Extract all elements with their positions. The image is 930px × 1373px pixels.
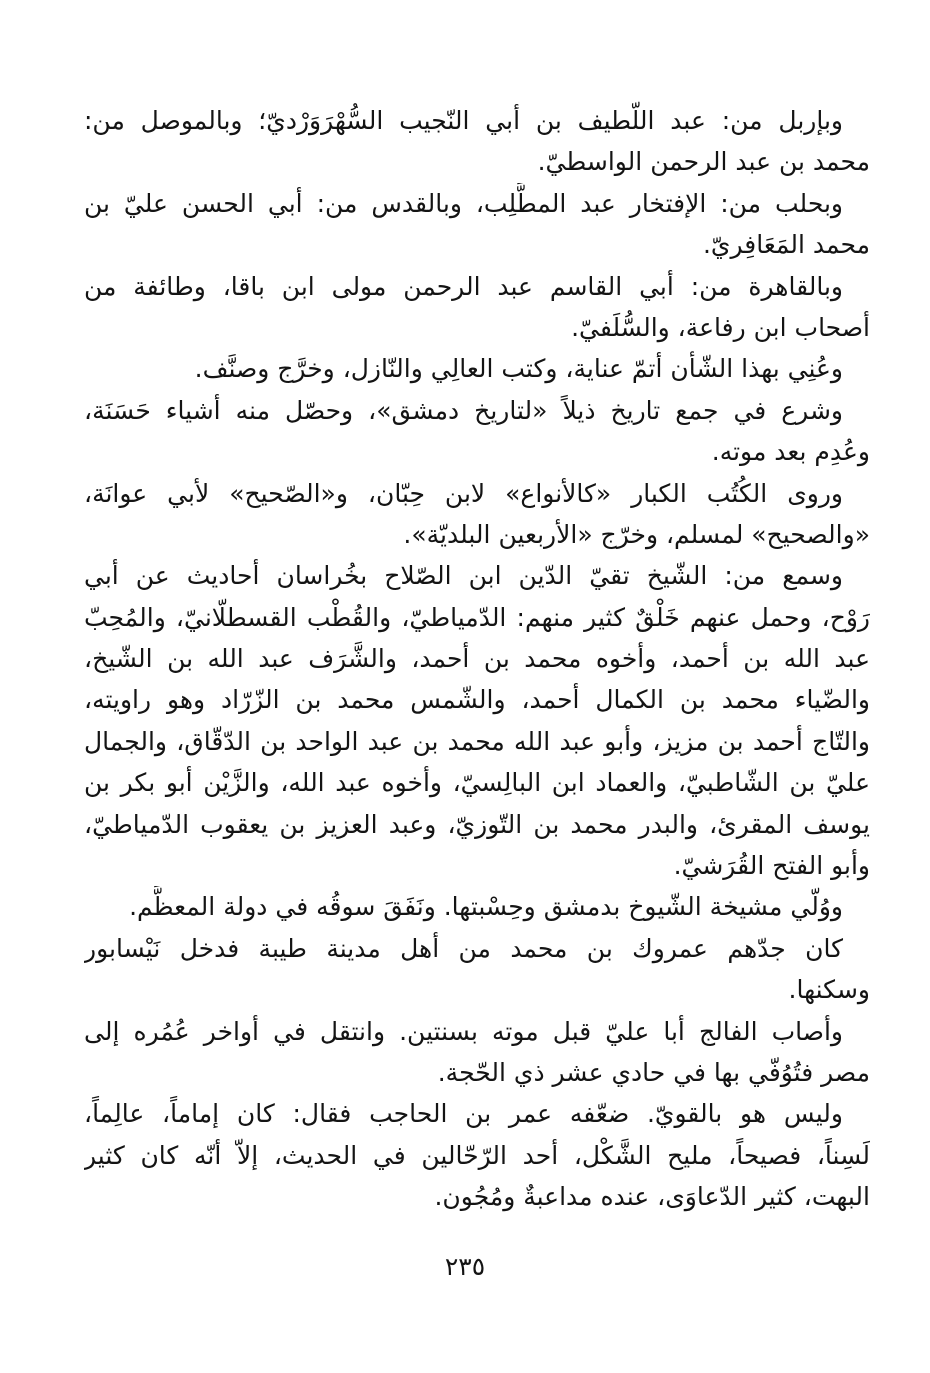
text-line: رَوْح، وحمل عنهم خَلْقٌ كثير منهم: الدّمياطيّ، والقُطْب القسطلّانيّ، والمُحِبّ (84, 602, 870, 632)
text-line: وبحلب من: الإفتخار عبد المطَّلِب، وبالقدس من: أبي الحسن عليّ بن (84, 188, 843, 218)
text-line: عبد الله بن أحمد، وأخوه محمد بن أحمد، والشَّرَف عبد الله بن الشّيخ، (84, 644, 870, 674)
text-line: وعُدِم بعد موته. (711, 437, 870, 467)
text-line: لَسِناً، فصيحاً، مليح الشَّكْل، أحد الرّحّالين في الحديث، إلاّ أنّه كان كثير (84, 1140, 870, 1170)
text-line: والضّياء محمد بن الكمال أحمد، والشّمس محمد بن الزّرّاد وهو راويته، (84, 685, 870, 715)
text-block (84, 100, 870, 1218)
text-line: أصحاب ابن رفاعة، والسُّلَفيّ. (571, 312, 870, 342)
text-line: يوسف المقرئ، والبدر محمد بن التّوزيّ، وعبد العزيز بن يعقوب الدّمياطيّ، (84, 809, 870, 839)
text-line: وأبو الفتح القُرَشيّ. (673, 851, 870, 881)
text-line: مصر فتُوُفّي بها في حادي عشر ذي الحّجة. (437, 1057, 870, 1087)
text-line: البهت، كثير الدّعاوَى، عنده مداعبةٌ ومُجُون. (434, 1182, 870, 1212)
text-line: والتّاج أحمد بن مزيز، وأبو عبد الله محمد بن عبد الواحد بن الدّقّاق، والجمال (84, 726, 870, 756)
text-line: وشرع في جمع تاريخ ذيلاً «لتاريخ دمشق»، وحصّل منه أشياء حَسَنَة، (84, 395, 843, 425)
text-line: وعُنِي بهذا الشّأن أتمّ عناية، وكتب العالِي والنّازل، وخرَّج وصنَّف. (194, 354, 843, 384)
text-line: محمد المَعَافِريّ. (702, 230, 870, 260)
text-line: محمد بن عبد الرحمن الواسطيّ. (537, 147, 870, 177)
text-line: وروى الكُتُب الكبار «كالأنواع» لابن حِبّان، و«الصّحيح» لأبي عوانَة، (84, 478, 843, 508)
text-line: «والصحيح» لمسلم، وخرّج «الأربعين البلديّة». (403, 519, 870, 549)
text-line: وسمع من: الشّيخ تقيّ الدّين ابن الصّلاح بخُراسان أحاديث عن أبي (84, 561, 843, 591)
text-line: وليس هو بالقويّ. ضعّفه عمر بن الحاجب فقال: كان إماماً، عالِماً، (84, 1099, 843, 1129)
text-line: وبالقاهرة من: أبي القاسم عبد الرحمن مولى ابن باقا، وطائفة من (84, 271, 843, 301)
text-line: عليّ بن الشّاطبيّ، والعماد ابن البالِسيّ، وأخوه عبد الله، والزَّيْن أبو بكر بن (84, 768, 870, 798)
text-line: وأصاب الفالج أبا عليّ قبل موته بسنتين. وانتقل في أواخر عُمُره إلى (84, 1016, 843, 1046)
text-line: ووُلّي مشيخة الشّيوخ بدمشق وحِسْبتها. ونَفَقَ سوقُه في دولة المعظَّم. (129, 892, 843, 922)
text-line: كان جدّهم عمروك بن محمد من أهل مدينة طيبة فدخل نَيْسابور (84, 933, 843, 963)
page-number: ٢٣٥ (444, 1252, 486, 1281)
text-line: وبإربل من: عبد اللّطيف بن أبي النّجيب السُّهْرَوَرْديّ؛ وبالموصل من: (84, 106, 843, 135)
text-line: وسكنها. (788, 975, 870, 1005)
